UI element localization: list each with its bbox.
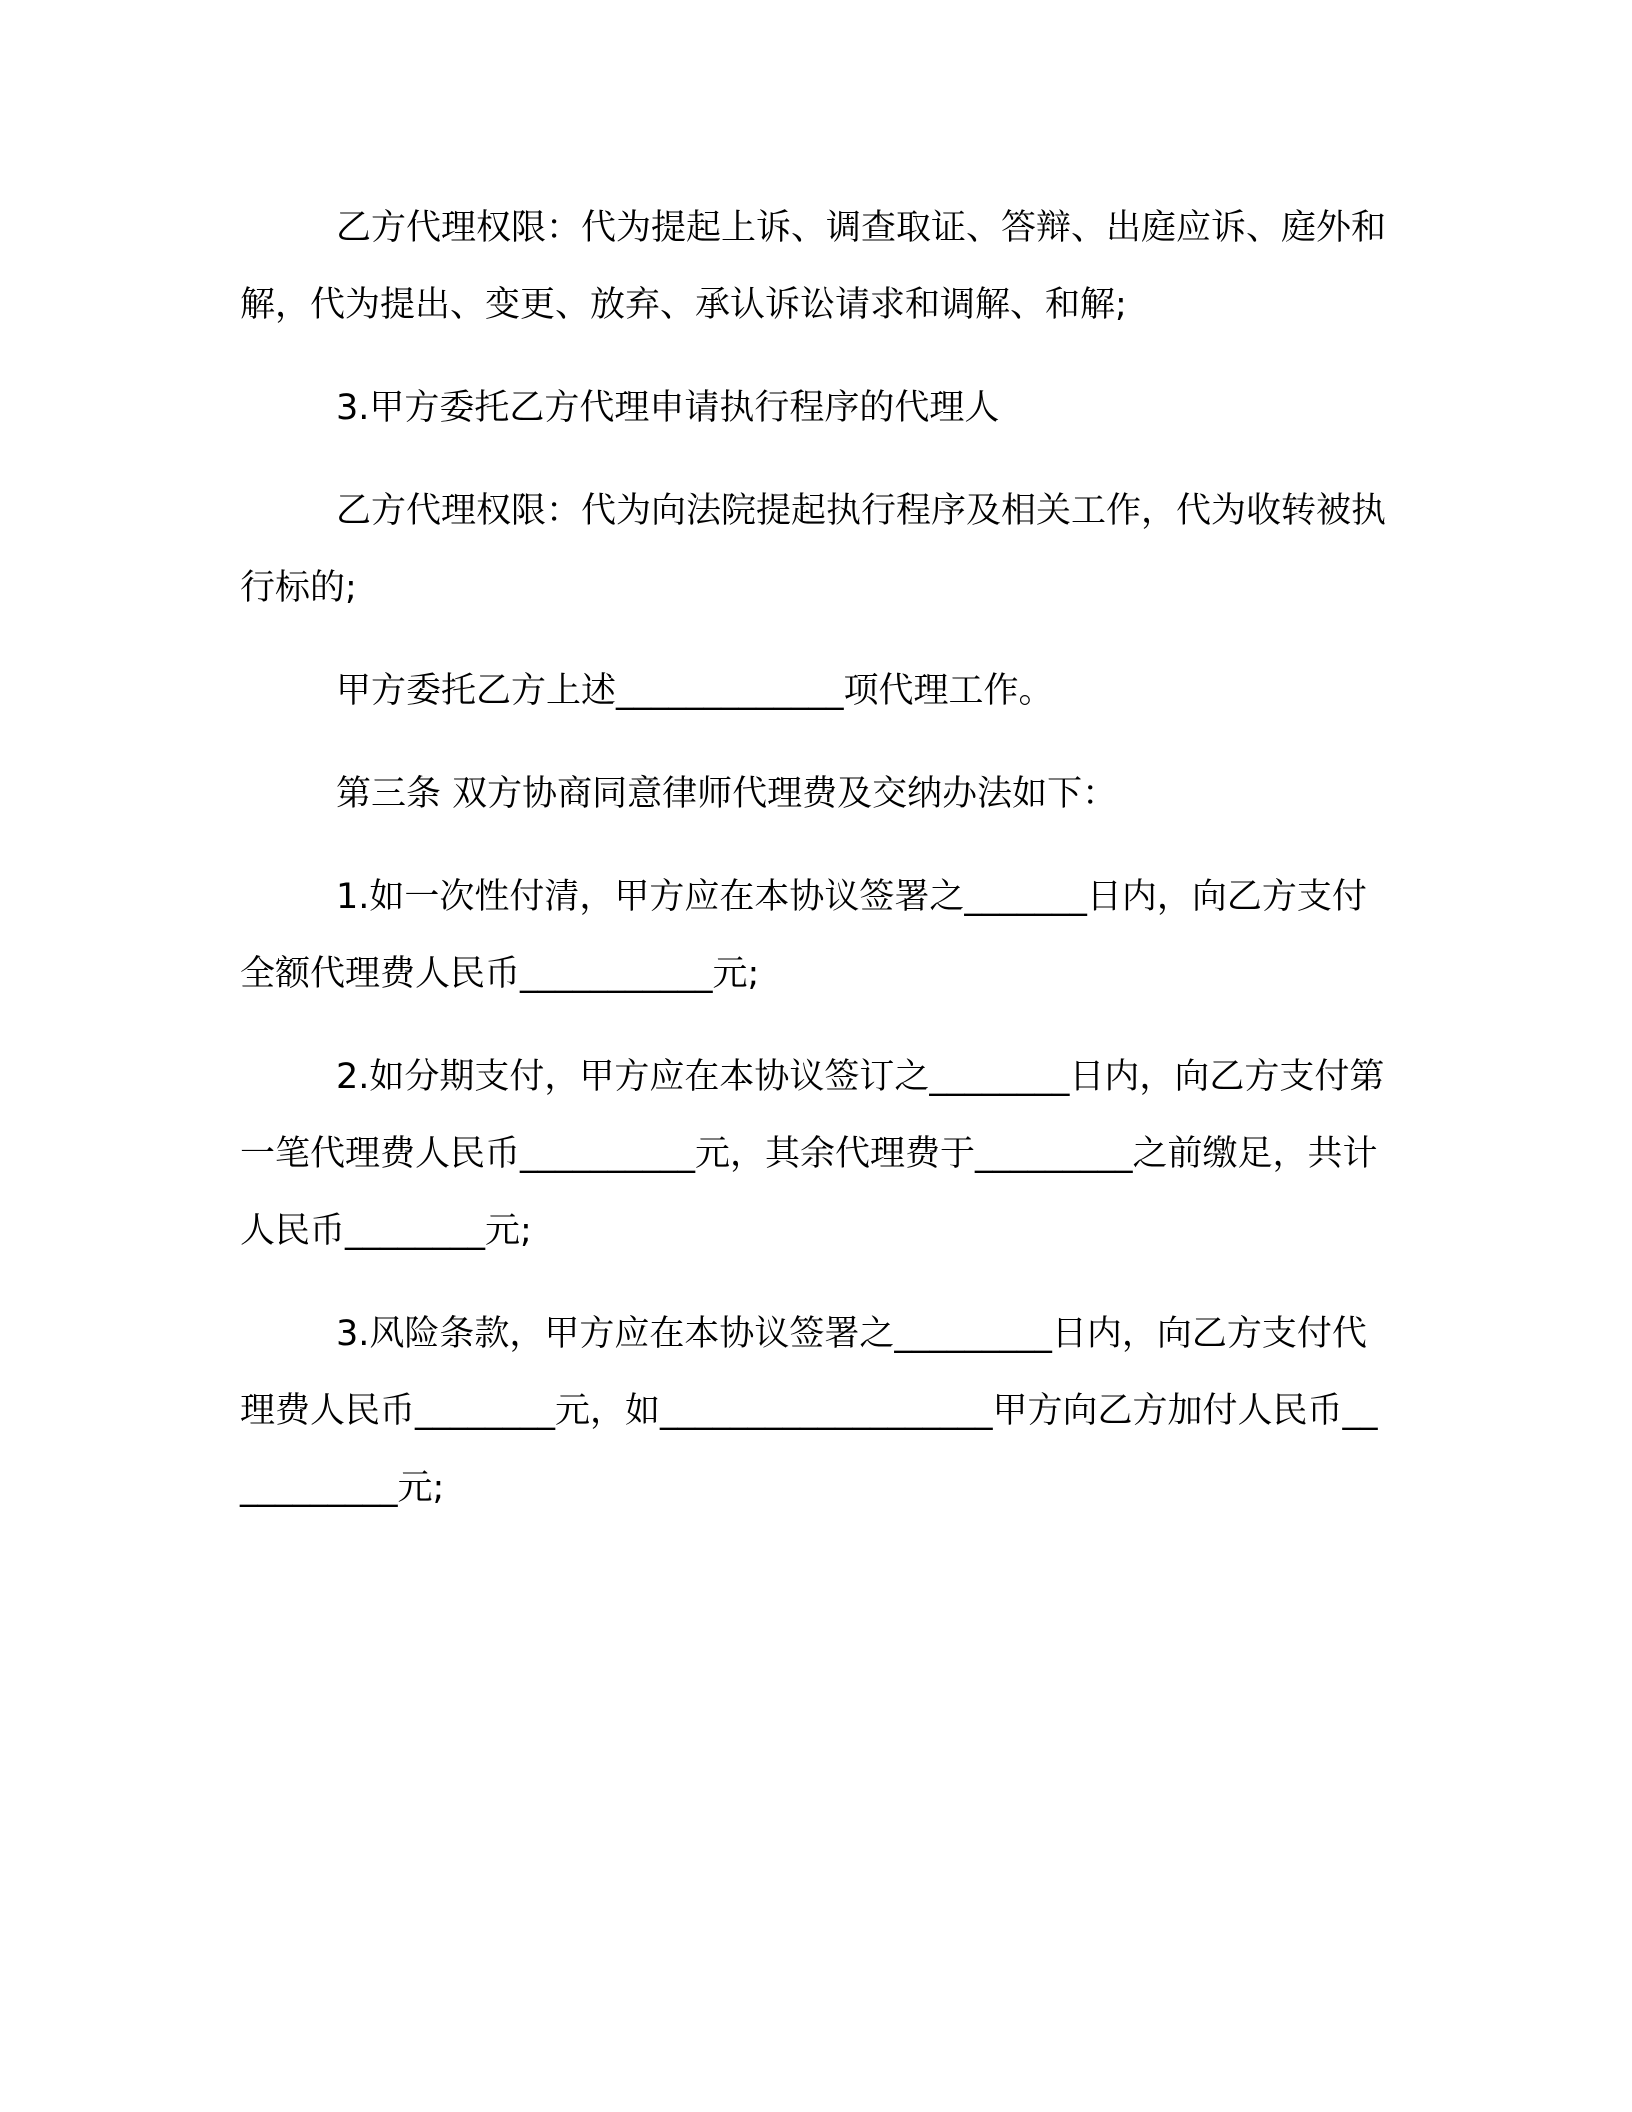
paragraph-agent-authority-execution: 乙方代理权限：代为向法院提起执行程序及相关工作，代为收转被执行标的; <box>240 491 1387 608</box>
paragraph-lump-sum-payment: 1.如一次性付清，甲方应在本协议签署之_______日内，向乙方支付全额代理费人民币___________元; <box>240 877 1367 994</box>
document-body <box>240 190 1390 1553</box>
paragraph-agent-authority-appeal: 乙方代理权限：代为提起上诉、调查取证、答辩、出庭应诉、庭外和解，代为提出、变更、放弃、承认诉讼请求和调解、和解; <box>240 208 1387 325</box>
paragraph-entrusted-items: 甲方委托乙方上述_____________项代理工作。 <box>336 671 1054 711</box>
paragraph-execution-agent: 3.甲方委托乙方代理申请执行程序的代理人 <box>336 388 1000 428</box>
paragraph-article-three-heading: 第三条 双方协商同意律师代理费及交纳办法如下： <box>336 774 1118 814</box>
paragraph-installment-payment: 2.如分期支付，甲方应在本协议签订之________日内，向乙方支付第一笔代理费人民币__________元，其余代理费于_________之前缴足，共计人民币________元; <box>240 1057 1385 1251</box>
paragraph-risk-clause: 3.风险条款，甲方应在本协议签署之_________日内，向乙方支付代理费人民币________元，如___________________甲方向乙方加付人民币___________元; <box>240 1314 1378 1508</box>
